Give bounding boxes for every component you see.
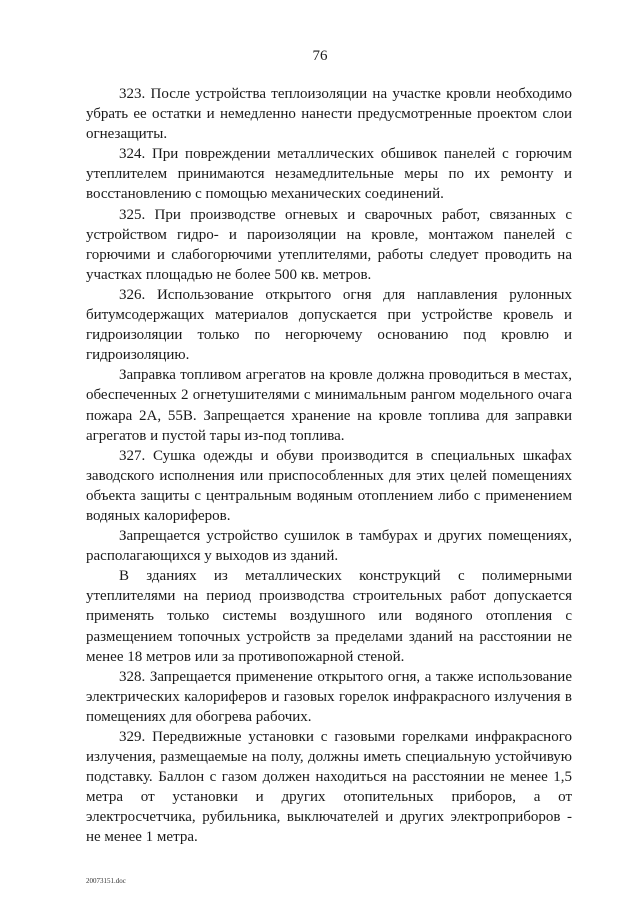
paragraph-329: 329. Передвижные установки с газовыми горелками инфракрасного излучения, размещаемые на полу, должны иметь специальную устойчивую подставку. Баллон с газом должен находиться на расстоянии не менее 1,5 метра от установки и других отопительных приборов, а от электросчетчика, рубильника, выключателей и других электроприборов - не менее 1 метра. [86,729,572,846]
document-body [86,84,572,848]
paragraph-326-refueling: Заправка топливом агрегатов на кровле должна проводиться в местах, обеспеченных 2 огнетушителями с минимальным рангом модельного очага пожара 2А, 55В. Запрещается хранение на кровле топлива для заправки агрегатов и пустой тары из-под топлива. [86,367,572,444]
paragraph-325: 325. При производстве огневых и сварочных работ, связанных с устройством гидро- и пароизоляции на кровле, монтажом панелей с горючими и слабогорючими утеплителями, работы следует проводить на участках площадью не более 500 кв. метров. [86,206,572,283]
paragraph-327-dryers: Запрещается устройство сушилок в тамбурах и других помещениях, располагающихся у выходов из зданий. [86,528,572,565]
paragraph-327-metal-buildings: В зданиях из металлических конструкций с полимерными утеплителями на период производства строительных работ допускается применять только системы воздушного или водяного отопления с размещением топочных устройств за пределами зданий на расстоянии не менее 18 метров или за противопожарной стеной. [86,568,572,665]
paragraph-324: 324. При повреждении металлических обшивок панелей с горючим утеплителем принимаются незамедлительные меры по их ремонту и восстановлению с помощью механических соединений. [86,146,572,203]
footer-filename: 20073151.doc [86,877,126,885]
paragraph-323: 323. После устройства теплоизоляции на участке кровли необходимо убрать ее остатки и немедленно нанести предусмотренные проектом слои огнезащиты. [86,86,572,143]
paragraph-328: 328. Запрещается применение открытого огня, а также использование электрических калориферов и газовых горелок инфракрасного излучения в помещениях для обогрева рабочих. [86,668,572,725]
paragraph-327: 327. Сушка одежды и обуви производится в специальных шкафах заводского исполнения или приспособленных для этих целей помещениях объекта защиты с центральным водяным отоплением либо с применением водяных калориферов. [86,447,572,524]
page-number: 76 [312,48,328,64]
paragraph-326: 326. Использование открытого огня для наплавления рулонных битумсодержащих материалов допускается при устройстве кровель и гидроизоляции только по негорючему основанию под кровлю и гидроизоляцию. [86,286,572,364]
